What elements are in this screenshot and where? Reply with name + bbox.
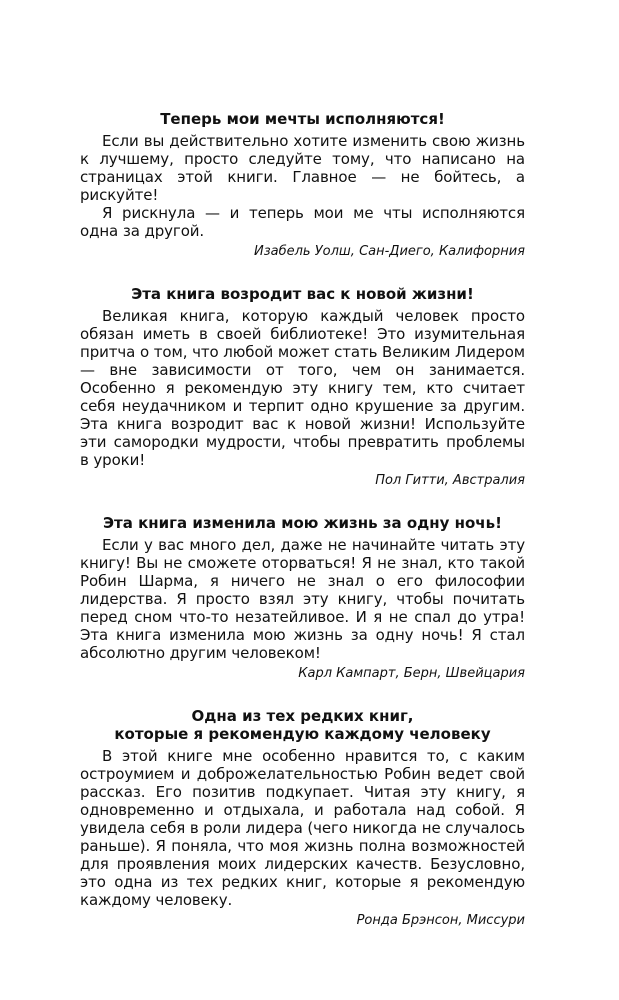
review-author: Карл Кампарт, Берн, Швейцария — [298, 666, 525, 681]
review-title-line: Теперь мои мечты исполняются! — [160, 110, 445, 128]
review-author: Изабель Уолш, Сан-Диего, Калифорния — [254, 244, 525, 259]
review-4 — [80, 707, 525, 930]
review-author: Ронда Брэнсон, Миссури — [356, 913, 525, 928]
review-paragraph: Я рискнула — и теперь мои ме чты исполняются одна за другой. — [80, 204, 525, 240]
review-paragraph: Великая книга, которую каждый человек просто обязан иметь в своей библиотеке! Это изумительная притча о том, что любой может стать Великим Лидером — вне зависимости от того, чем он занимается. Особенно я рекомендую эту книгу тем, кто считает себя неудачником и терпит одно крушение за другим. Эта книга возродит вас к новой жизни! Используйте эти самородки мудрости, чтобы превратить проблемы в уроки! — [80, 307, 525, 469]
review-title — [80, 285, 525, 303]
review-title — [80, 707, 525, 743]
review-title — [80, 110, 525, 128]
review-2 — [80, 285, 525, 490]
page-content — [80, 110, 525, 954]
review-title-line: Эта книга изменила мою жизнь за одну ночь! — [103, 514, 502, 532]
review-title-line: Эта книга возродит вас к новой жизни! — [131, 285, 474, 303]
review-title-line: Одна из тех редких книг, — [191, 707, 414, 725]
review-title-line: которые я рекомендую каждому человеку — [114, 725, 491, 743]
review-3 — [80, 514, 525, 683]
review-paragraph: В этой книге мне особенно нравится то, с каким остроумием и доброжелательностью Робин ведет свой рассказ. Его позитив подкупает. Читая эту книгу, я одновременно и отдыхала, и работала над собой. Я увидела себя в роли лидера (чего никогда не случалось раньше). Я поняла, что моя жизнь полна возможностей для проявления моих лидерских качеств. Безусловно, это одна из тех редких книг, которые я рекомендую каждому человеку. — [80, 747, 525, 909]
review-1 — [80, 110, 525, 261]
review-paragraph: Если у вас много дел, даже не начинайте читать эту книгу! Вы не сможете оторваться! Я не знал, кто такой Робин Шарма, я ничего не знал о его философии лидерства. Я просто взял эту книгу, чтобы почитать перед сном что-то незатейливое. И я не спал до утра! Эта книга изменила мою жизнь за одну ночь! Я стал абсолютно другим человеком! — [80, 536, 525, 662]
review-title — [80, 514, 525, 532]
review-paragraph: Если вы действительно хотите изменить свою жизнь к лучшему, просто следуйте тому, что написано на страницах этой книги. Главное — не бойтесь, а рискуйте! — [80, 132, 525, 204]
review-author: Пол Гитти, Австралия — [375, 473, 525, 488]
